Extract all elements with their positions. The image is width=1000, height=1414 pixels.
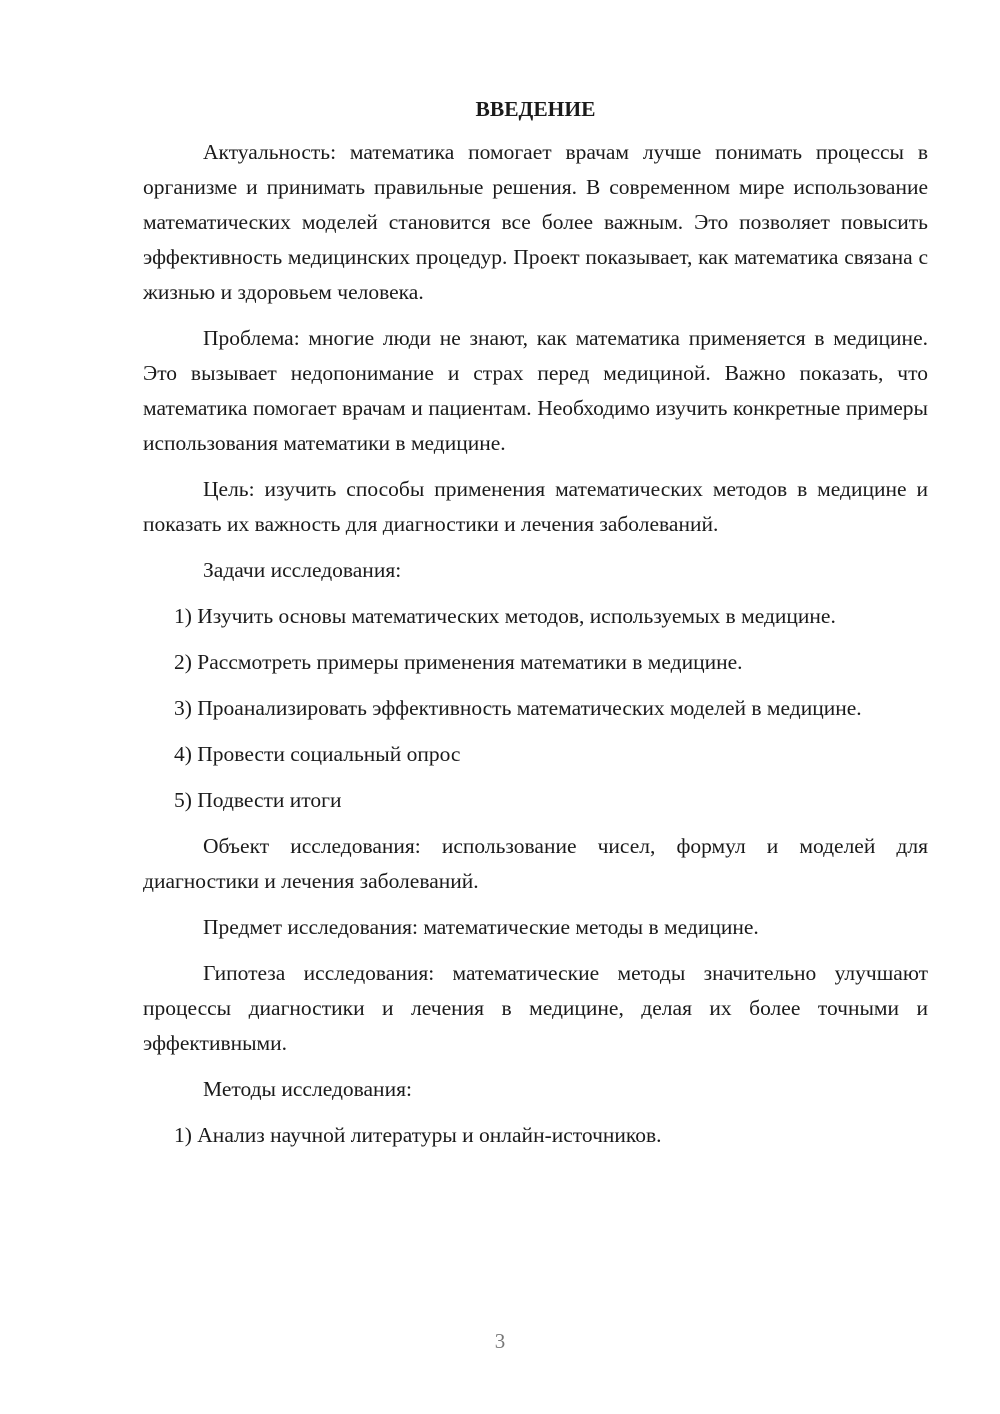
methods-heading: Методы исследования: [203,1077,412,1101]
section-title: ВВЕДЕНИЕ [475,97,596,121]
method-item-1: 1) Анализ научной литературы и онлайн-источников. [174,1123,662,1147]
hypothesis-paragraph: Гипотеза исследования: математические методы значительно улучшают процессы диагностики и лечения в медицине, делая их более точными и эффективными. [143,961,928,1055]
task-item-3: 3) Проанализировать эффективность математических моделей в медицине. [174,696,862,720]
goal-paragraph: Цель: изучить способы применения математических методов в медицине и показать их важность для диагностики и лечения заболеваний. [143,477,928,536]
document-page [143,92,928,1164]
task-item-5: 5) Подвести итоги [174,788,342,812]
task-item-2: 2) Рассмотреть примеры применения математики в медицине. [174,650,743,674]
subject-paragraph: Предмет исследования: математические методы в медицине. [203,915,759,939]
task-item-1: 1) Изучить основы математических методов, используемых в медицине. [174,604,836,628]
tasks-heading: Задачи исследования: [203,558,402,582]
object-paragraph: Объект исследования: использование чисел, формул и моделей для диагностики и лечения заболеваний. [143,834,928,893]
relevance-paragraph: Актуальность: математика помогает врачам лучше понимать процессы в организме и принимать правильные решения. В современном мире использование математических моделей становится все более важным. Это позволяет повысить эффективность медицинских процедур. Проект показывает, как математика связана с жизнью и здоровьем человека. [143,140,928,304]
page-number: 3 [494,1329,506,1353]
problem-paragraph: Проблема: многие люди не знают, как математика применяется в медицине. Это вызывает недопонимание и страх перед медициной. Важно показать, что математика помогает врачам и пациентам. Необходимо изучить конкретные примеры использования математики в медицине. [143,326,928,455]
task-item-4: 4) Провести социальный опрос [174,742,461,766]
